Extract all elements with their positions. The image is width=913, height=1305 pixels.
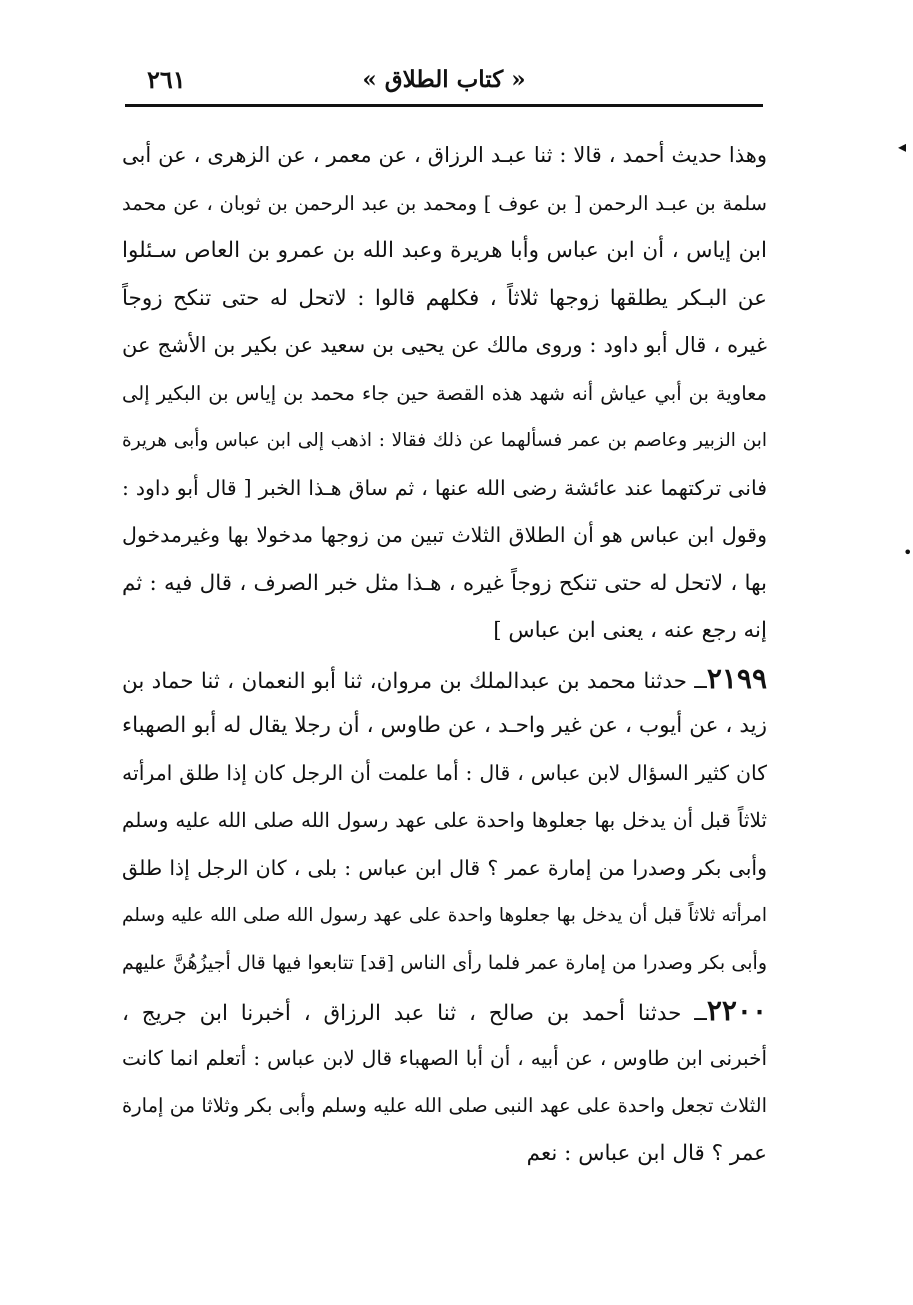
text-line xyxy=(122,180,767,228)
line-text: ــ حدثنا محمد بن عبدالملك بن مروان، ثنا أبو النعمان ، ثنا حماد بن xyxy=(122,668,707,694)
line-text: وأبى بكر وصدرا من إمارة عمر فلما رأى الناس [قد] تتابعوا فيها قال أجيزُهُنَّ عليهم xyxy=(122,951,767,974)
line-text: بها ، لاتحل له حتى تنكح زوجاً غيره ، هـذا مثل خبر الصرف ، قال فيه : ثم xyxy=(122,570,767,596)
hadith-number: ٢١٩٩ xyxy=(706,661,767,695)
text-line xyxy=(122,750,767,798)
text-line xyxy=(122,132,767,180)
text-line xyxy=(122,512,767,560)
text-line xyxy=(122,845,767,893)
line-text: الثلاث تجعل واحدة على عهد النبى صلى الله عليه وسلم وأبى بكر وثلاثا من إمارة xyxy=(122,1094,767,1117)
line-text: سلمة بن عبـد الرحمن [ بن عوف ] ومحمد بن عبد الرحمن بن ثوبان ، عن محمد xyxy=(122,191,767,215)
line-text: زيد ، عن أيوب ، عن غير واحـد ، عن طاوس ، أن رجلا يقال له أبو الصهباء xyxy=(122,713,767,738)
page-number: ٢٦١ xyxy=(147,65,186,94)
running-title: « كتاب الطلاق » xyxy=(362,66,526,93)
line-text: وقول ابن عباس هو أن الطلاق الثلاث تبين من زوجها مدخولا بها وغيرمدخول xyxy=(122,523,767,547)
line-text: ابن الزبير وعاصم بن عمر فسألهما عن ذلك فقالا : اذهب إلى ابن عباس وأبى هريرة xyxy=(122,430,767,451)
margin-dot: • xyxy=(903,543,913,562)
text-line xyxy=(122,275,767,323)
line-text: عمر ؟ قال ابن عباس : نعم xyxy=(526,1140,767,1166)
text-line xyxy=(122,227,767,275)
header-rule xyxy=(125,104,763,107)
text-line xyxy=(122,892,767,940)
text-line xyxy=(122,417,767,465)
text-line xyxy=(122,987,767,1035)
text-line xyxy=(122,1035,767,1083)
line-text: امرأته ثلاثاً قبل أن يدخل بها جعلوها واحدة على عهد رسول الله صلى الله عليه وسلم xyxy=(122,905,767,926)
page-header xyxy=(125,60,763,106)
text-line xyxy=(122,322,767,370)
line-text: ــ حدثنا أحمد بن صالح ، ثنا عبد الرزاق ، أخبرنا ابن جريج ، xyxy=(122,1001,707,1026)
line-text: كان كثير السؤال لابن عباس ، قال : أما علمت أن الرجل كان إذا طلق امرأته xyxy=(122,760,767,785)
text-line xyxy=(122,702,767,750)
hadith-number: ٢٢٠٠ xyxy=(706,994,767,1027)
text-line xyxy=(122,1130,767,1178)
margin-mark: ◂ xyxy=(898,137,907,156)
text-line xyxy=(122,797,767,845)
text-line xyxy=(122,370,767,418)
text-line xyxy=(122,465,767,513)
text-line xyxy=(122,607,767,655)
line-text: ثلاثاً قبل أن يدخل بها جعلوها واحدة على عهد رسول الله صلى الله عليه وسلم xyxy=(122,808,767,832)
line-text: غيره ، قال أبو داود : وروى مالك عن يحيى بن سعيد عن بكير بن الأشج عن xyxy=(122,333,767,357)
text-line xyxy=(122,1082,767,1130)
line-text: وأبى بكر وصدرا من إمارة عمر ؟ قال ابن عباس : بلى ، كان الرجل إذا طلق xyxy=(122,855,767,880)
line-text: ابن إياس ، أن ابن عباس وأبا هريرة وعبد الله بن عمرو بن العاص سـئلوا xyxy=(122,238,767,263)
line-text: فانى تركتهما عند عائشة رضى الله عنها ، ثم ساق هـذا الخبر [ قال أبو داود : xyxy=(122,475,767,500)
text-line xyxy=(122,560,767,608)
line-text: معاوية بن أبي عياش أنه شهد هذه القصة حين جاء محمد بن إياس بن البكير إلى xyxy=(122,381,767,405)
text-line xyxy=(122,940,767,988)
line-text: إنه رجع عنه ، يعنى ابن عباس ] xyxy=(493,618,767,643)
body-text xyxy=(122,132,767,1177)
text-line xyxy=(122,655,767,703)
line-text: وهذا حديث أحمد ، قالا : ثنا عبـد الرزاق ، عن معمر ، عن الزهرى ، عن أبى xyxy=(122,143,767,167)
line-text: أخبرنى ابن طاوس ، عن أبيه ، أن أبا الصهباء قال لابن عباس : أتعلم انما كانت xyxy=(122,1045,767,1070)
line-text: عن البـكر يطلقها زوجها ثلاثاً ، فكلهم قالوا : لاتحل له حتى تنكح زوجاً xyxy=(122,285,767,311)
